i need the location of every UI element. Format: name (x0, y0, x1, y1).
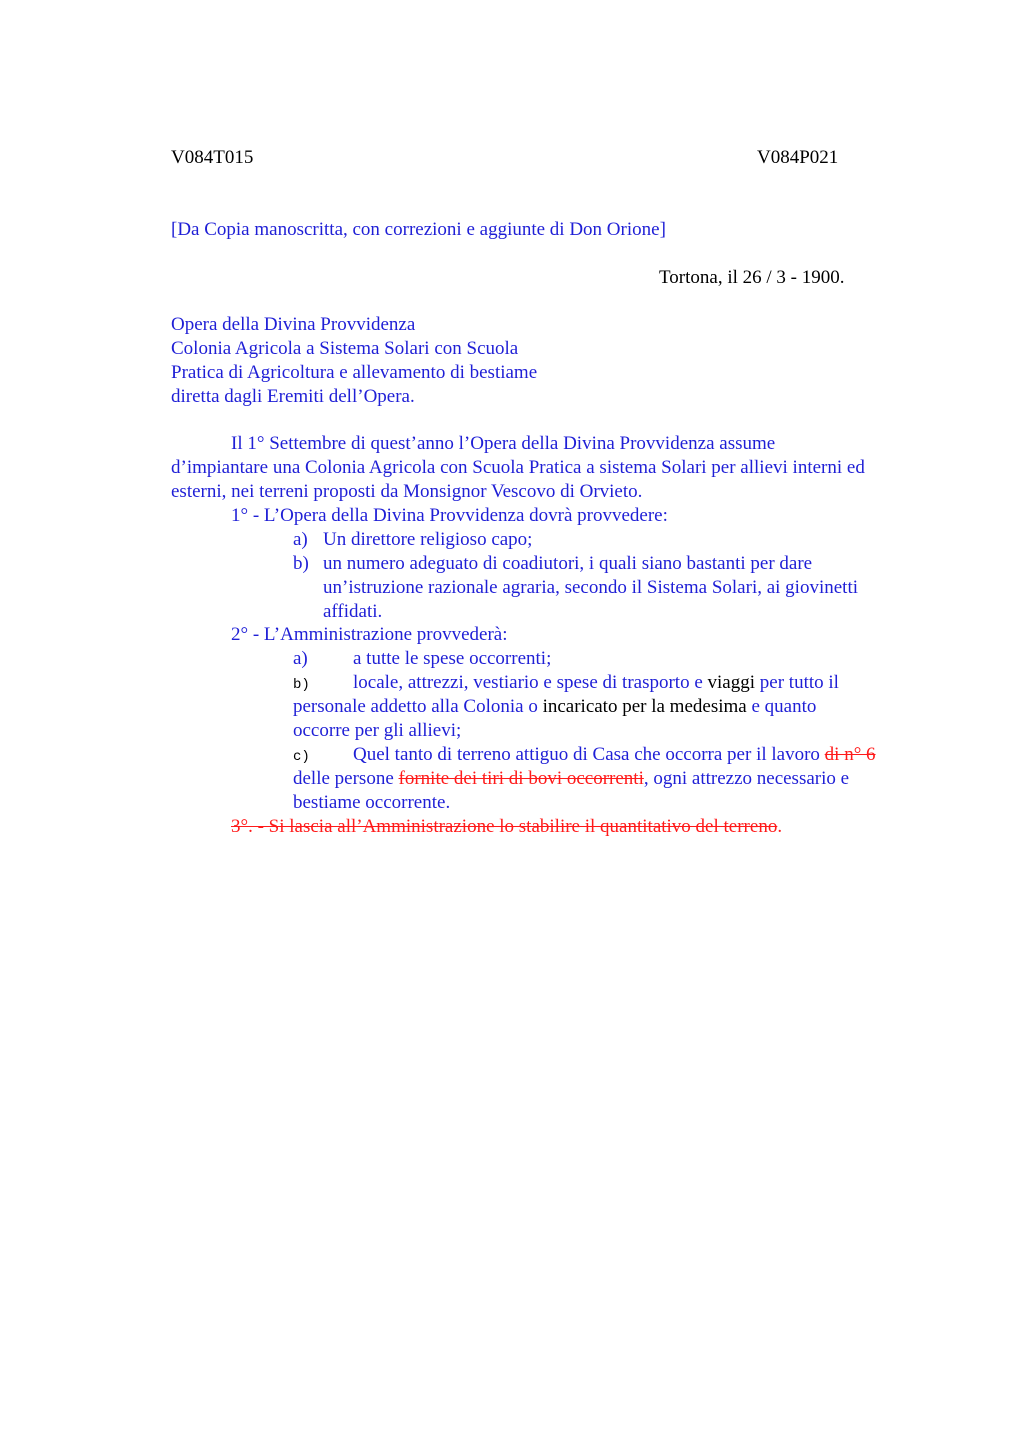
point-2-c-line-3: bestiame occorrente. (293, 792, 451, 813)
point-2-c-l2-deleted: fornite dei tiri di bovi occorrenti (398, 768, 644, 789)
point-1-title: 1° - L’Opera della Divina Provvidenza dovrà provvedere: (231, 505, 668, 526)
heading-line-1: Opera della Divina Provvidenza (171, 314, 416, 335)
intro-line-3: esterni, nei terreni proposti da Monsignor Vescovo di Orvieto. (171, 481, 643, 502)
point-2-b-l1-conj: e (694, 672, 703, 693)
point-1-b-line-1: un numero adeguato di coadiutori, i quali siano bastanti per dare (323, 553, 813, 574)
point-2-b-l2-black-2: incaricato per la medesima (542, 696, 747, 717)
point-2-b-l2-blue: personale addetto alla Colonia (293, 696, 524, 717)
point-2-c-line-2 (293, 767, 849, 791)
archive-code-right: V084P021 (757, 147, 839, 168)
point-2-c-l2-blue-2: , ogni attrezzo necessario e (643, 768, 850, 789)
point-2-b-line-1 (353, 671, 839, 695)
point-2-c-l2-blue-1: delle persone (293, 768, 394, 789)
point-3-deleted-text: 3°. - Si lascia all’Amministrazione lo stabilire il quantitativo del terreno (231, 816, 778, 837)
dateline: Tortona, il 26 / 3 - 1900. (659, 267, 845, 288)
point-3-line (231, 815, 782, 839)
point-2-c-line-1 (353, 743, 876, 767)
point-2-a-marker: a) (293, 648, 308, 669)
point-1-b-line-3: affidati. (323, 601, 383, 622)
point-1-b-marker: b) (293, 553, 309, 574)
heading-line-3: Pratica di Agricoltura e allevamento di bestiame (171, 362, 538, 383)
point-2-b-l1-blue-1: locale, attrezzi, vestiario e spese di trasporto (353, 672, 690, 693)
point-2-c-l1-deleted: di n° 6 (824, 744, 876, 765)
point-2-a-text: a tutte le spese occorrenti; (353, 648, 552, 669)
intro-line-2: d’impiantare una Colonia Agricola con Scuola Pratica a sistema Solari per allievi interni ed (171, 457, 865, 478)
point-1-a-text: Un direttore religioso capo; (323, 529, 533, 550)
point-2-b-l1-black-2: viaggi (707, 672, 756, 693)
point-2-b-marker: b) (293, 677, 310, 693)
point-1-a-marker: a) (293, 529, 308, 550)
point-2-c-l1-blue: Quel tanto di terreno attiguo di Casa che occorra per il lavoro (353, 744, 820, 765)
intro-line-1: Il 1° Settembre di quest’anno l’Opera della Divina Provvidenza assume (231, 433, 776, 454)
point-2-b-l1-blue-2: per tutto il (759, 672, 839, 693)
archive-code-left: V084T015 (171, 147, 254, 168)
point-2-b-line-3: occorre per gli allievi; (293, 720, 462, 741)
point-2-b-l2-blue-2: e quanto (751, 696, 817, 717)
point-2-b-l2-conj: o (528, 696, 538, 717)
point-2-c-marker: c) (293, 749, 310, 765)
heading-line-4: diretta dagli Eremiti dell’Opera. (171, 386, 415, 407)
point-3-period: . (777, 816, 783, 837)
point-1-b-line-2: un’istruzione razionale agraria, secondo il Sistema Solari, ai giovinetti (323, 577, 859, 598)
point-2-b-line-2 (293, 695, 816, 719)
source-note: [Da Copia manoscritta, con correzioni e aggiunte di Don Orione] (171, 219, 666, 240)
point-2-title: 2° - L’Amministrazione provvederà: (231, 624, 508, 645)
heading-line-2: Colonia Agricola a Sistema Solari con Scuola (171, 338, 519, 359)
